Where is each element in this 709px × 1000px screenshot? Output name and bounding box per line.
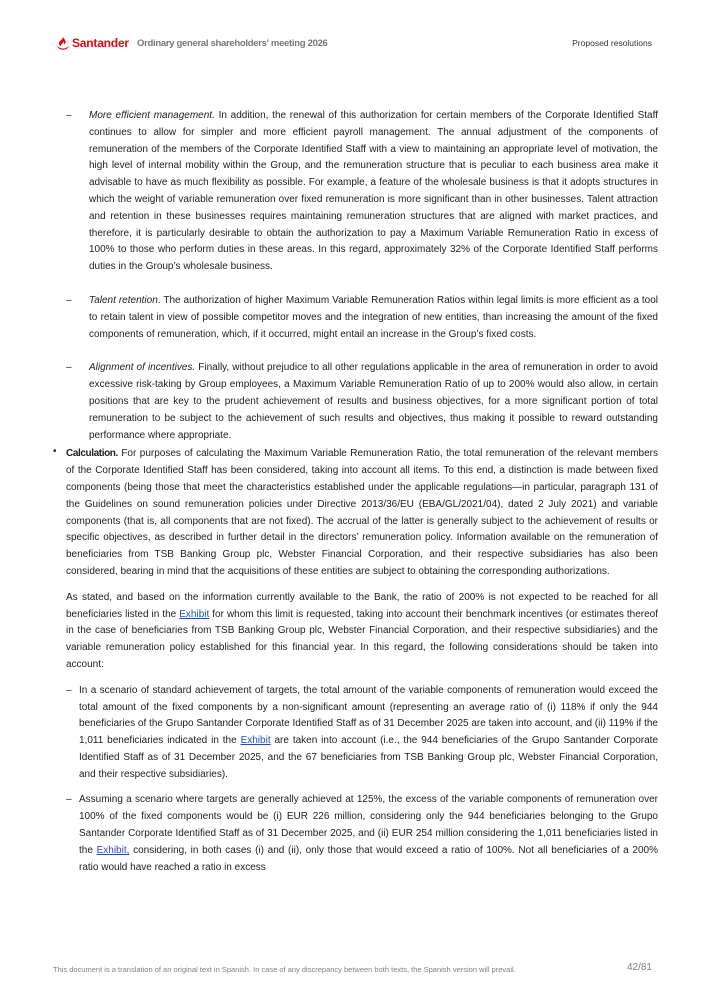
bullet-marker: • — [53, 446, 57, 458]
item-text: In addition, the renewal of this authorization for certain members of the Corporate Identified Staff continues to allow for simpler and more efficient payroll management. The annual adjustment of the components of remuneration of the members of the Corporate Identified Staff with a view to maintaining an appropriate level of motivation, the high level of internal mobility within the Group, and the remuneration structure that is peculiar to each business area make it advisable to have as much flexibility as possible. For example, a feature of the wholesale business is that it adopts structures in which the weight of variable remuneration over fixed remuneration is more significant than in other businesses. Talent attraction and retention in these businesses requires maintaining remuneration structures that are aligned with market practices, and therefore, it is particularly desirable to obtain the authorization to pay a Maximum Variable Remuneration Ratio in excess of 100% to those who perform duties in these areas. In this regard, approximately 32% of the Corporate Identified Staff performs duties in the Group’s wholesale business. — [89, 110, 658, 273]
dash-marker: – — [66, 294, 72, 306]
scenario-125 — [66, 792, 658, 876]
flame-icon — [57, 37, 69, 50]
dash-item-talent-retention — [66, 293, 658, 343]
dash-item-efficient-management — [66, 108, 658, 276]
exhibit-link[interactable]: Exhibit — [179, 608, 210, 620]
section-label: Proposed resolutions — [572, 38, 652, 48]
text: In a scenario of standard achievement of targets, the total amount of the variable components of remuneration would exceed the total amount of the fixed components by a non-significant amount (representing an average ratio of (i) 118% if only the 944 beneficiaries of the Grupo Santander Corporate Identified Staff as of 31 December 2025 are taken into account, and (ii) 119% if the 1,011 beneficiaries indicated in the — [79, 684, 658, 747]
item-lead: More efficient management. — [89, 110, 215, 121]
item-text: For purposes of calculating the Maximum Variable Remuneration Ratio, the total remuneration of the relevant members of the Corporate Identified Staff has been considered, taking into account all items. To this end, a distinction is made between fixed components (being those that meet the characteristics established under the applicable regulations—in particular, paragraph 131 of the Guidelines on sound remuneration policies under Directive 2013/36/EU (EBA/GL/2021/04), dated 2 July 2021) and variable components (that is, all components that are not fixed). The accrual of the latter is generally subject to the achievement of results or specific objectives, as described in further detail in the directors’ remuneration policy. Information available on the remuneration of beneficiaries from TSB Banking Group plc, Webster Financial Corporation, and their respective subsidiaries has also been considered, bearing in mind that the acquisitions of these entities are subject to obtaining the corresponding authorizations. — [66, 448, 658, 577]
dash-marker: – — [66, 684, 72, 696]
dash-marker: – — [66, 362, 72, 374]
translation-note: This document is a translation of an original text in Spanish. In case of any discrepancy between both texts, the Spanish version will prevail. — [53, 965, 516, 974]
paragraph — [79, 683, 658, 784]
text: for whom this limit is requested, taking into account their benchmark incentives (or estimates thereof in the case of beneficiaries from TSB Banking Group plc, Webster Financial Corporation, and their respective subsidiaries) and the variable remuneration policy established for this financial year. In this regard, the following considerations should be taken into account: — [66, 608, 658, 670]
dash-marker: – — [66, 110, 72, 121]
scenario-standard — [66, 683, 658, 784]
brand-name: Santander — [72, 36, 129, 50]
paragraph-as-stated — [66, 590, 658, 674]
item-lead: Alignment of incentives. — [89, 362, 196, 374]
text: are taken into account (i.e., the 944 beneficiaries of the Grupo Santander Corporate Identified Staff as of 31 December 2025, and the 67 beneficiaries from TSB Banking Group plc, Webster Financial Corporation, and their respective subsidiaries). — [79, 735, 659, 780]
exhibit-link[interactable]: Exhibit, — [96, 844, 130, 856]
paragraph — [89, 360, 658, 444]
bullet-item-calculation — [53, 446, 658, 580]
paragraph — [89, 108, 658, 276]
item-lead: Calculation. — [66, 448, 118, 460]
meeting-title: Ordinary general shareholders' meeting 2026 — [137, 38, 328, 49]
page-number: 42/81 — [626, 962, 652, 973]
text: considering, in both cases (i) and (ii), only those that would exceed a ratio of 100%. Not all beneficiaries of a 200% ratio would have reached a ratio in excess — [79, 844, 658, 873]
page-footer — [0, 960, 709, 980]
page-header — [0, 0, 709, 60]
exhibit-link[interactable]: Exhibit — [240, 735, 271, 747]
item-text: . The authorization of higher Maximum Variable Remuneration Ratios within legal limits is more efficient as a tool to retain talent in view of possible competitor moves and the integration of new entities, than increasing the amount of the fixed components of remuneration, which, if it occurred, might entail an increase in the Group’s fixed costs. — [89, 294, 658, 340]
document-body — [53, 108, 659, 876]
paragraph — [89, 293, 658, 343]
santander-logo — [57, 36, 129, 50]
item-lead: Talent retention — [89, 294, 158, 306]
dash-marker: – — [66, 794, 72, 806]
text: Assuming a scenario where targets are generally achieved at 125%, the excess of the variable components of remuneration over 100% of the fixed components would be (i) EUR 226 million, considering only the 944 beneficiaries belonging to the Grupo Santander Corporate Identified Staff as of 31 December 2025, and (ii) EUR 254 million considering the 1,011 beneficiaries listed in the — [79, 794, 658, 856]
item-text: Finally, without prejudice to all other regulations applicable in the area of remuneration in order to avoid excessive risk-taking by Group employees, a Maximum Variable Remuneration Ratio of up to 200% would also allow, in certain positions that are key to the prudent achievement of results and business objectives, for a more significant portion of total remuneration to be subject to the achievement of such results and objectives, thus making it possible to reward outstanding performance where appropriate. — [89, 362, 658, 441]
text: As stated, and based on the information currently available to the Bank, the ratio of 200% is not expected to be reached for all beneficiaries listed in the — [66, 591, 658, 620]
dash-item-alignment-incentives — [66, 360, 658, 444]
paragraph — [79, 792, 658, 876]
paragraph — [66, 446, 658, 580]
